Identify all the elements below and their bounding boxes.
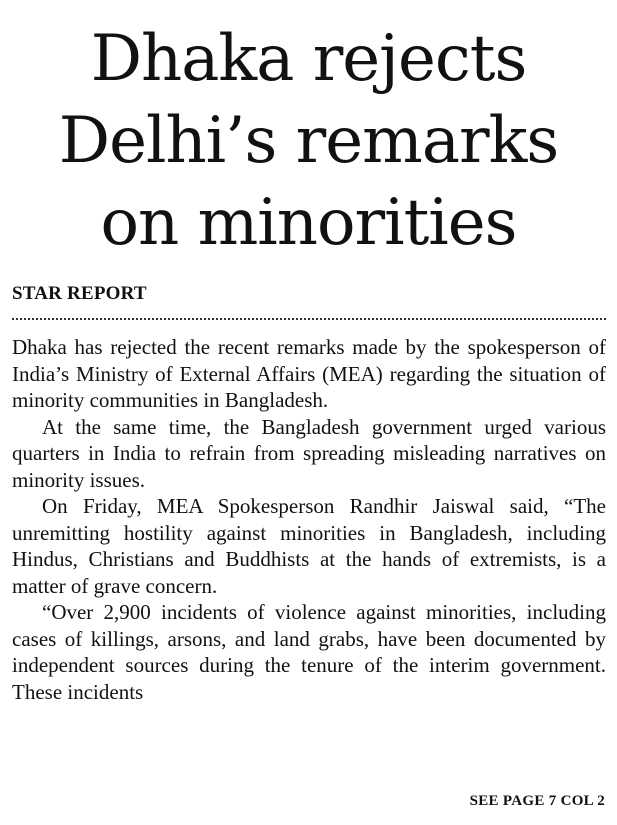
article-paragraph: On Friday, MEA Spokesperson Randhir Jaiswal said, “The unremitting hostility against minorities in Bangladesh, including Hindus, Christians and Buddhists at the hands of extremists, is a matter of grave concern. <box>12 494 606 598</box>
headline <box>0 18 617 264</box>
article-paragraph: At the same time, the Bangladesh government urged various quarters in India to refrain from spreading misleading narratives on minority issues. <box>12 414 606 492</box>
headline-line: on minorities <box>100 186 517 260</box>
article-paragraph: “Over 2,900 incidents of violence against minorities, including cases of killings, arsons, and land grabs, have been documented by independent sources during the tenure of the interim government. These incidents <box>12 600 606 704</box>
article-paragraph: Dhaka has rejected the recent remarks made by the spokesperson of India’s Ministry of External Affairs (MEA) regarding the situation of minority communities in Bangladesh. <box>12 335 606 412</box>
headline-line: Delhi’s remarks <box>58 104 559 178</box>
continued-on-page-link: SEE PAGE 7 COL 2 <box>469 793 605 809</box>
byline: STAR REPORT <box>12 283 147 304</box>
article-body <box>12 334 606 705</box>
headline-line: Dhaka rejects <box>90 22 527 96</box>
dotted-divider <box>12 318 606 320</box>
